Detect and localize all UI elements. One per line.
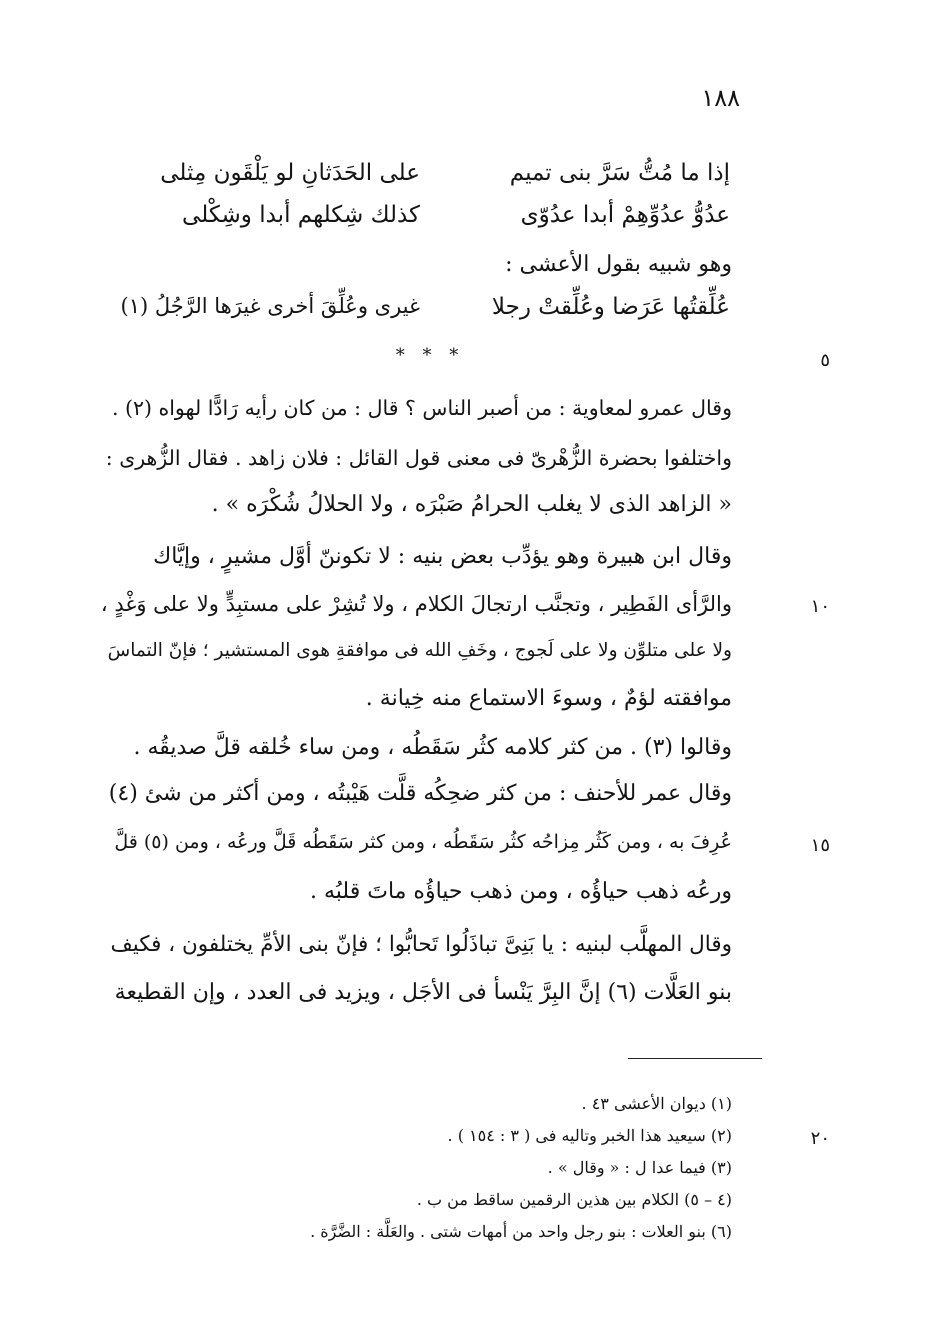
text-line-12: وقال المهلَّب لبنيه : يا بَنِىَّ تباذَلُوا تَحابُّوا ؛ فإنّ بنى الأمِّ يختلفون ، فكيف [110, 932, 732, 957]
verse-1-second-hemistich: على الحَدَثانِ لو يَلْقَون مِثلى [160, 160, 420, 186]
verse-line-3 [120, 294, 730, 340]
verse-line-2 [120, 202, 730, 248]
verse-3-second-hemistich: غيرى وعُلِّقَ أخرى غيرَها الرَّجُلُ (١) [120, 294, 420, 318]
text-line-4: وقال ابن هبيرة وهو يؤدِّب بعض بنيه : لا تكوننّ أوَّل مشيرٍ ، وإيَّاك [153, 544, 732, 569]
footnote-2: (٢) سيعيد هذا الخبر وتاليه فى ( ٣ : ١٥٤ ) . [447, 1126, 732, 1145]
line-number-20: ٢٠ [810, 1128, 830, 1149]
text-line-1: وقال عمرو لمعاوية : من أصبر الناس ؟ قال : من كان رأيه رَادًّا لهواه (٢) . [111, 396, 732, 420]
line-number-10: ١٠ [810, 596, 830, 617]
intro-line: وهو شبيه بقول الأعشى : [505, 252, 732, 277]
text-line-5: والرَّأى الفَطِير ، وتجنَّب ارتجالَ الكلام ، ولا تُشِرْ على مستبِدٍّ ولا على وَغْدٍ ، [100, 592, 732, 616]
text-line-6: ولا على متلوِّن ولا على لَجوج ، وخَفِ الله فى موافقةِ هوى المستشير ؛ فإنّ التماسَ [107, 640, 732, 661]
verse-2-second-hemistich: كذلك شِكلهم أبدا وشِكْلى [182, 202, 420, 228]
text-line-7: موافقته لؤمٌ ، وسوءَ الاستماع منه خِيانة . [365, 686, 732, 711]
footnote-1: (١) ديوان الأعشى ٤٣ . [581, 1094, 732, 1113]
verse-1-first-hemistich: إذا ما مُتُّ سَرَّ بنى تميم [509, 160, 730, 186]
page-number: ١٨٨ [701, 84, 740, 112]
text-line-11: ورعُه ذهب حياؤُه ، ومن ذهب حياؤُه ماتَ قلبُه . [310, 879, 732, 904]
verse-line-1 [120, 160, 730, 206]
verse-3-first-hemistich: عُلِّقتُها عَرَضا وعُلِّقتْ رجلا [491, 294, 730, 320]
text-line-9: وقال عمر للأحنف : من كثر ضحِكُه قلَّت هَيْبتُه ، ومن أكثر من شئ (٤) [108, 781, 732, 806]
footnote-5: (٦) بنو العلات : بنو رجل واحد من أمهات شتى . والعَلَّة : الضَّرَّة . [310, 1222, 732, 1241]
footnote-3: (٣) فيما عدا ل : « وقال » . [547, 1158, 732, 1177]
footnote-4: (٤ – ٥) الكلام بين هذين الرقمين ساقط من ب . [416, 1190, 732, 1209]
verse-2-first-hemistich: عدُوُّ عدُوِّهِمْ أبدا عدُوّى [520, 202, 730, 228]
text-line-2: واختلفوا بحضرة الزُّهْرىّ فى معنى قول القائل : فلان زاهد . فقال الزُّهرى : [105, 446, 732, 470]
text-line-3: « الزاهد الذى لا يغلب الحرامُ صَبْرَه ، ولا الحلالُ شُكْرَه » . [211, 492, 732, 517]
section-separator: * * * [395, 345, 465, 366]
text-line-8: وقالوا (٣) . من كثر كلامه كثُر سَقَطُه ، ومن ساء خُلقه قلَّ صديقُه . [133, 735, 732, 760]
line-number-15: ١٥ [810, 835, 830, 856]
line-number-5: ٥ [820, 350, 830, 371]
footnote-rule [628, 1058, 762, 1059]
text-line-13: بنو العَلَّات (٦) إنَّ البِرَّ يَنْسأ فى الأجَل ، ويزيد فى العدد ، وإن القطيعة [114, 980, 732, 1005]
text-line-10: عُرِفَ به ، ومن كَثُر مِزاحُه كثُر سَقَطُه ، ومن كثر سَقَطُه قَلَّ ورعُه ، ومن (٥) قلَّ [114, 831, 732, 853]
